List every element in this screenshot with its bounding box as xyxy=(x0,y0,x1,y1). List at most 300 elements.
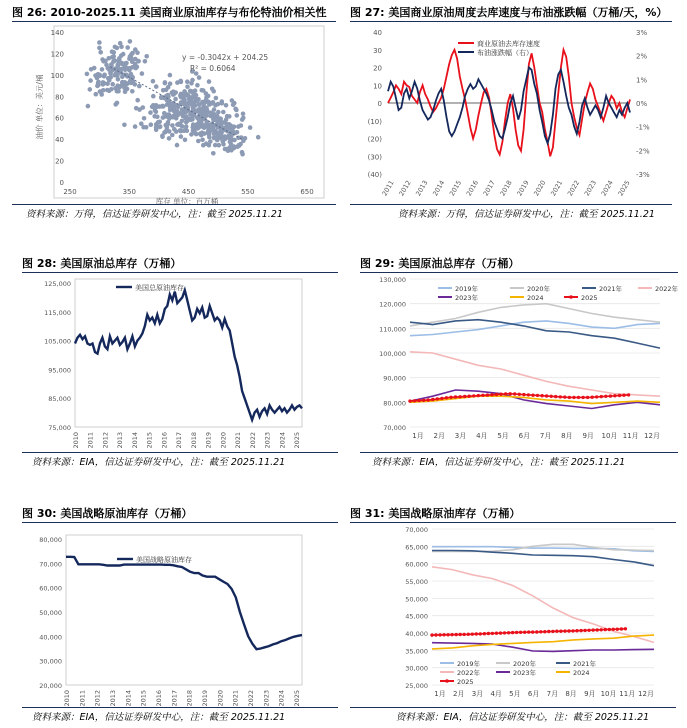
legend-label-3: 2022年 xyxy=(655,285,679,293)
scatter-point xyxy=(160,104,165,109)
x-tick-label: 3月 xyxy=(454,432,467,440)
scatter-point xyxy=(241,112,246,117)
scatter-point xyxy=(115,73,120,78)
y-tick-label: 50,000 xyxy=(405,595,428,604)
legend-label-4: 2023年 xyxy=(513,669,537,677)
y-tick-label: 20 xyxy=(55,157,64,166)
series-marker-6 xyxy=(487,632,490,635)
x-tick-label: 2018 xyxy=(189,432,198,449)
x-tick-label: 11月 xyxy=(622,432,639,440)
scatter-point xyxy=(166,85,171,90)
scatter-point xyxy=(194,108,199,113)
y-right-tick-label: 2% xyxy=(636,52,648,61)
scatter-point xyxy=(232,146,237,151)
series-marker-6 xyxy=(434,633,437,636)
x-tick-label: 2016 xyxy=(155,690,163,707)
x-tick-label: 2015 xyxy=(447,179,464,198)
y-left-tick-label: 0 xyxy=(377,100,382,108)
scatter-point xyxy=(211,89,216,94)
series-marker-6 xyxy=(481,394,484,397)
fig26-bottom-rule xyxy=(12,204,336,205)
fig28-top-rule xyxy=(22,272,338,273)
series-marker-6 xyxy=(472,394,475,397)
legend-label-5: 2024 xyxy=(573,669,590,677)
scatter-point xyxy=(185,79,190,84)
scatter-point xyxy=(148,110,153,115)
series-marker-6 xyxy=(545,394,548,397)
scatter-point xyxy=(220,101,225,106)
y-tick-label: 90,000 xyxy=(383,374,406,383)
series-marker-6 xyxy=(495,393,498,396)
series-marker-6 xyxy=(604,395,607,398)
series-marker-6 xyxy=(596,628,599,631)
y-axis-label: 油价 单位：美元/桶 xyxy=(35,74,44,140)
x-tick-label: 4月 xyxy=(490,690,502,698)
series-marker-6 xyxy=(613,394,616,397)
series-marker-6 xyxy=(509,392,512,395)
x-tick-label: 2019 xyxy=(201,690,209,707)
legend-marker-6 xyxy=(569,295,573,299)
fig27-bottom-rule xyxy=(350,204,672,205)
series-marker-6 xyxy=(571,629,574,632)
series-marker-6 xyxy=(587,629,590,632)
x-tick-label: 2011 xyxy=(380,179,396,198)
scatter-point xyxy=(110,49,115,54)
x-tick-label: 2012 xyxy=(101,432,110,449)
y-right-tick-label: -1% xyxy=(636,123,650,132)
series-marker-6 xyxy=(609,394,612,397)
series-marker-6 xyxy=(563,629,566,632)
scatter-point xyxy=(226,126,231,131)
scatter-point xyxy=(212,112,217,117)
series-marker-6 xyxy=(586,396,589,399)
series-marker-6 xyxy=(536,394,539,397)
x-tick-label: 2022 xyxy=(247,690,255,707)
x-tick-label: 5月 xyxy=(497,432,509,440)
scatter-point xyxy=(175,113,180,118)
scatter-point xyxy=(239,123,244,128)
fig30-source: 资料来源：EIA，信达证券研发中心，注：截至 2025.11.21 xyxy=(32,712,286,723)
legend-label-0: 2019年 xyxy=(455,285,479,293)
scatter-point xyxy=(184,124,189,129)
scatter-point xyxy=(185,84,190,89)
scatter-point xyxy=(179,92,184,97)
series-marker-6 xyxy=(559,395,562,398)
series-marker-6 xyxy=(531,630,534,633)
scatter-point xyxy=(191,128,196,133)
scatter-point xyxy=(123,63,128,68)
scatter-point xyxy=(110,82,115,87)
x-tick-label: 2014 xyxy=(124,690,133,707)
y-tick-label: 40 xyxy=(55,136,64,145)
x-tick-label: 2013 xyxy=(116,432,125,449)
x-tick-label: 5月 xyxy=(509,690,521,698)
y-left-tick-label: 30 xyxy=(373,46,382,55)
fig29-top-rule xyxy=(360,272,678,273)
scatter-point xyxy=(202,131,207,136)
y-tick-label: 0 xyxy=(59,179,64,187)
series-marker-6 xyxy=(438,633,441,636)
y-tick-label: 30,000 xyxy=(405,664,428,673)
legend-marker-6 xyxy=(445,679,449,683)
series-marker-6 xyxy=(422,399,425,402)
scatter-point xyxy=(223,137,228,142)
scatter-point xyxy=(158,124,163,129)
scatter-point xyxy=(188,100,193,105)
x-tick-label: 7月 xyxy=(539,432,552,440)
scatter-point xyxy=(107,56,112,61)
x-tick-label: 2020 xyxy=(216,690,225,707)
x-tick-label: 2023 xyxy=(262,690,271,707)
x-tick-label: 2月 xyxy=(452,690,465,698)
series-marker-6 xyxy=(595,395,598,398)
series-marker-6 xyxy=(467,633,470,636)
scatter-point xyxy=(157,120,162,125)
series-marker-6 xyxy=(515,631,518,634)
scatter-point xyxy=(115,64,120,69)
series-marker-6 xyxy=(499,393,502,396)
x-tick-label: 2012 xyxy=(397,179,413,198)
scatter-point xyxy=(160,135,165,140)
series-line-0 xyxy=(66,557,302,649)
x-tick-label: 2017 xyxy=(170,690,179,707)
y-left-tick-label: (30) xyxy=(367,153,382,162)
scatter-point xyxy=(111,67,116,72)
scatter-point xyxy=(130,59,135,64)
x-tick-label: 2023 xyxy=(582,179,599,198)
scatter-point xyxy=(120,75,125,80)
y-right-tick-label: 1% xyxy=(636,76,648,85)
series-marker-6 xyxy=(622,394,625,397)
series-marker-6 xyxy=(579,629,582,632)
scatter-point xyxy=(122,86,127,91)
series-marker-6 xyxy=(523,631,526,634)
scatter-point xyxy=(236,143,241,148)
scatter-point xyxy=(170,133,175,138)
scatter-point xyxy=(176,105,181,110)
chart-c26 xyxy=(12,24,338,206)
scatter-point xyxy=(189,81,194,86)
scatter-point xyxy=(248,125,253,130)
scatter-point xyxy=(191,94,196,99)
scatter-point xyxy=(161,115,166,120)
scatter-point xyxy=(207,143,212,148)
series-marker-6 xyxy=(408,399,411,402)
legend-label-1: 2020年 xyxy=(527,285,551,293)
x-tick-label: 7月 xyxy=(546,690,559,698)
x-tick-label: 12月 xyxy=(644,432,660,440)
x-tick-label: 550 xyxy=(241,188,255,196)
series-marker-6 xyxy=(600,395,603,398)
x-tick-label: 2016 xyxy=(160,432,169,449)
scatter-point xyxy=(113,102,118,107)
scatter-point xyxy=(143,59,148,64)
scatter-point xyxy=(135,98,140,103)
y-tick-label: 50,000 xyxy=(39,609,62,617)
series-marker-6 xyxy=(519,631,522,634)
scatter-point xyxy=(128,39,133,44)
x-tick-label: 650 xyxy=(300,188,314,196)
x-tick-label: 2015 xyxy=(145,432,154,449)
scatter-point xyxy=(94,92,99,97)
x-tick-label: 2025 xyxy=(616,179,632,198)
scatter-point xyxy=(168,114,173,119)
series-marker-6 xyxy=(539,630,542,633)
series-line-2 xyxy=(410,320,660,348)
series-marker-6 xyxy=(450,633,453,636)
x-tick-label: 2015 xyxy=(139,690,148,707)
y-tick-label: 80,000 xyxy=(39,536,62,544)
x-tick-label: 2022 xyxy=(248,432,257,449)
x-tick-label: 8月 xyxy=(561,432,573,440)
x-tick-label: 2020 xyxy=(532,179,548,198)
scatter-point xyxy=(224,147,229,152)
scatter-point xyxy=(225,114,230,119)
legend-label-0: 商业原油去库存速度 xyxy=(477,40,540,48)
series-marker-6 xyxy=(507,631,510,634)
series-marker-6 xyxy=(445,396,448,399)
series-marker-6 xyxy=(535,630,538,633)
y-tick-label: 130,000 xyxy=(379,276,406,284)
x-tick-label: 9月 xyxy=(584,690,596,698)
scatter-point xyxy=(175,80,180,85)
scatter-point xyxy=(142,116,147,121)
series-marker-6 xyxy=(491,632,494,635)
chart-c28 xyxy=(22,275,338,455)
fig28-bottom-rule xyxy=(22,452,338,453)
panel-fig26 xyxy=(12,4,338,224)
scatter-point xyxy=(212,107,217,112)
series-marker-6 xyxy=(563,395,566,398)
x-tick-label: 1月 xyxy=(412,432,424,440)
scatter-point xyxy=(166,122,171,127)
fig29-source: 资料来源：EIA，信达证券研发中心，注：截至 2025.11.21 xyxy=(372,457,626,468)
x-tick-label: 2024 xyxy=(599,179,615,198)
scatter-point xyxy=(105,88,110,93)
series-marker-6 xyxy=(459,633,462,636)
fig30-bottom-rule xyxy=(22,707,338,708)
y-tick-label: 35,000 xyxy=(405,647,428,656)
series-marker-6 xyxy=(550,395,553,398)
y-tick-label: 55,000 xyxy=(405,578,428,586)
series-marker-6 xyxy=(449,396,452,399)
series-marker-6 xyxy=(554,395,557,398)
scatter-point xyxy=(170,123,175,128)
x-tick-label: 2014 xyxy=(130,432,139,449)
scatter-point xyxy=(230,98,235,103)
scatter-point xyxy=(168,73,173,78)
series-marker-6 xyxy=(513,392,516,395)
series-marker-6 xyxy=(575,629,578,632)
scatter-point xyxy=(140,71,145,76)
scatter-point xyxy=(141,125,146,130)
y-left-tick-label: 40 xyxy=(373,29,382,37)
scatter-point xyxy=(154,84,159,89)
x-tick-label: 2021 xyxy=(549,179,565,198)
y-tick-label: 110,000 xyxy=(379,325,406,334)
fig31-top-rule xyxy=(350,522,676,523)
scatter-point xyxy=(196,139,201,144)
y-tick-label: 60,000 xyxy=(39,584,62,593)
scatter-point xyxy=(202,112,207,117)
scatter-point xyxy=(207,133,212,138)
series-marker-6 xyxy=(413,399,416,402)
fig26-source: 资料来源：万得，信达证券研发中心，注：截至 2025.11.21 xyxy=(26,209,283,220)
series-marker-6 xyxy=(475,632,478,635)
x-tick-label: 2011 xyxy=(86,432,95,449)
scatter-point xyxy=(168,108,173,113)
scatter-point xyxy=(97,46,102,51)
scatter-point xyxy=(183,138,188,143)
scatter-point xyxy=(162,111,167,116)
series-marker-6 xyxy=(486,393,489,396)
x-tick-label: 450 xyxy=(181,188,196,196)
fig28-source: 资料来源：EIA，信达证券研发中心，注：截至 2025.11.21 xyxy=(32,457,286,468)
panel-fig30 xyxy=(22,505,338,727)
scatter-point xyxy=(198,131,203,136)
series-marker-6 xyxy=(495,632,498,635)
chart-c29 xyxy=(360,275,682,455)
scatter-point xyxy=(231,102,236,107)
x-tick-label: 2019 xyxy=(515,179,531,198)
y-tick-label: 60,000 xyxy=(405,560,428,569)
scatter-point xyxy=(205,124,210,129)
series-marker-6 xyxy=(616,628,619,631)
scatter-point xyxy=(214,96,219,101)
scatter-point xyxy=(200,123,205,128)
y-tick-label: 25,000 xyxy=(405,682,428,690)
series-marker-6 xyxy=(604,628,607,631)
series-marker-6 xyxy=(479,632,482,635)
x-tick-label: 6月 xyxy=(518,432,531,440)
x-tick-label: 2018 xyxy=(498,179,514,198)
legend-label-0: 2019年 xyxy=(457,660,481,668)
scatter-point xyxy=(167,136,172,141)
y-tick-label: 70,000 xyxy=(383,424,406,432)
scatter-point xyxy=(101,88,106,93)
scatter-point xyxy=(217,133,222,138)
y-tick-label: 85,000 xyxy=(48,395,71,404)
scatter-point xyxy=(235,113,240,118)
series-marker-6 xyxy=(504,392,507,395)
fig28-title: 图 28: 美国原油总库存（万桶） xyxy=(22,257,182,270)
legend-label-0: 美国战略原油库存 xyxy=(136,556,192,564)
scatter-point xyxy=(88,78,93,83)
fig31-bottom-rule xyxy=(350,707,676,708)
chart-c27 xyxy=(350,24,680,202)
x-tick-label: 2024 xyxy=(277,690,286,707)
series-marker-6 xyxy=(455,633,458,636)
series-marker-6 xyxy=(440,397,443,400)
series-marker-6 xyxy=(540,394,543,397)
x-tick-label: 2014 xyxy=(431,179,447,198)
scatter-point xyxy=(184,110,189,115)
scatter-point xyxy=(125,45,130,50)
legend-label-4: 2023年 xyxy=(455,294,479,302)
scatter-point xyxy=(235,130,240,135)
series-marker-6 xyxy=(490,393,493,396)
series-line-3 xyxy=(410,352,660,396)
y-tick-label: 40,000 xyxy=(39,633,62,642)
scatter-point xyxy=(207,79,212,84)
scatter-point xyxy=(161,88,166,93)
x-tick-label: 2021 xyxy=(231,690,240,707)
scatter-point xyxy=(130,51,135,56)
series-marker-6 xyxy=(543,630,546,633)
scatter-point xyxy=(163,80,168,85)
series-marker-6 xyxy=(471,633,474,636)
scatter-point xyxy=(188,117,193,122)
series-marker-6 xyxy=(551,630,554,633)
scatter-point xyxy=(233,107,238,112)
x-tick-label: 2017 xyxy=(481,179,497,198)
trend-equation: y = -0.3042x + 204.25 xyxy=(182,53,269,62)
x-tick-label: 2018 xyxy=(185,690,194,707)
x-tick-label: 2012 xyxy=(93,690,102,707)
scatter-point xyxy=(89,67,94,72)
scatter-point xyxy=(126,66,131,71)
legend-label-0: 美国总原油库存 xyxy=(135,284,184,292)
x-tick-label: 9月 xyxy=(582,432,594,440)
scatter-point xyxy=(177,122,182,127)
series-marker-6 xyxy=(583,629,586,632)
legend-label-5: 2024 xyxy=(527,294,544,302)
fig31-title: 图 31: 美国战略原油库存（万桶） xyxy=(350,507,521,520)
scatter-point xyxy=(173,97,178,102)
scatter-point xyxy=(200,138,205,143)
scatter-point xyxy=(118,41,123,46)
x-tick-label: 2020 xyxy=(219,432,228,449)
scatter-point xyxy=(172,127,177,132)
fig26-top-rule xyxy=(12,21,336,22)
scatter-point xyxy=(113,86,118,91)
panel-fig31 xyxy=(350,505,682,727)
scatter-point xyxy=(151,103,156,108)
scatter-point xyxy=(97,40,102,45)
x-tick-label: 2013 xyxy=(109,690,117,707)
legend-label-1: 布油涨跌幅（右） xyxy=(477,49,533,57)
scatter-point xyxy=(188,89,193,94)
x-tick-label: 4月 xyxy=(476,432,488,440)
scatter-point xyxy=(101,82,106,87)
series-line-0 xyxy=(75,290,302,420)
x-tick-label: 2010 xyxy=(63,690,71,707)
y-left-tick-label: 20 xyxy=(373,64,382,73)
series-marker-6 xyxy=(527,630,530,633)
scatter-point xyxy=(107,78,112,83)
chart-c30 xyxy=(22,525,338,705)
y-tick-label: 20,000 xyxy=(39,682,62,690)
scatter-point xyxy=(216,110,221,115)
scatter-point xyxy=(200,106,205,111)
scatter-point xyxy=(85,72,90,77)
x-tick-label: 3月 xyxy=(471,690,484,698)
series-marker-6 xyxy=(463,395,466,398)
series-marker-6 xyxy=(503,631,506,634)
series-marker-6 xyxy=(568,396,571,399)
fig27-source: 资料来源：万得，信达证券研发中心，注：截至 2025.11.21 xyxy=(398,209,655,220)
scatter-point xyxy=(185,93,190,98)
series-marker-6 xyxy=(430,633,433,636)
x-tick-label: 2016 xyxy=(464,179,481,198)
y-tick-label: 80,000 xyxy=(383,399,406,408)
x-tick-label: 2010 xyxy=(72,432,80,449)
series-line-5 xyxy=(432,635,654,649)
series-marker-6 xyxy=(483,632,486,635)
scatter-point xyxy=(129,55,134,60)
fig29-bottom-rule xyxy=(360,452,678,453)
legend-label-2: 2021年 xyxy=(573,660,597,668)
